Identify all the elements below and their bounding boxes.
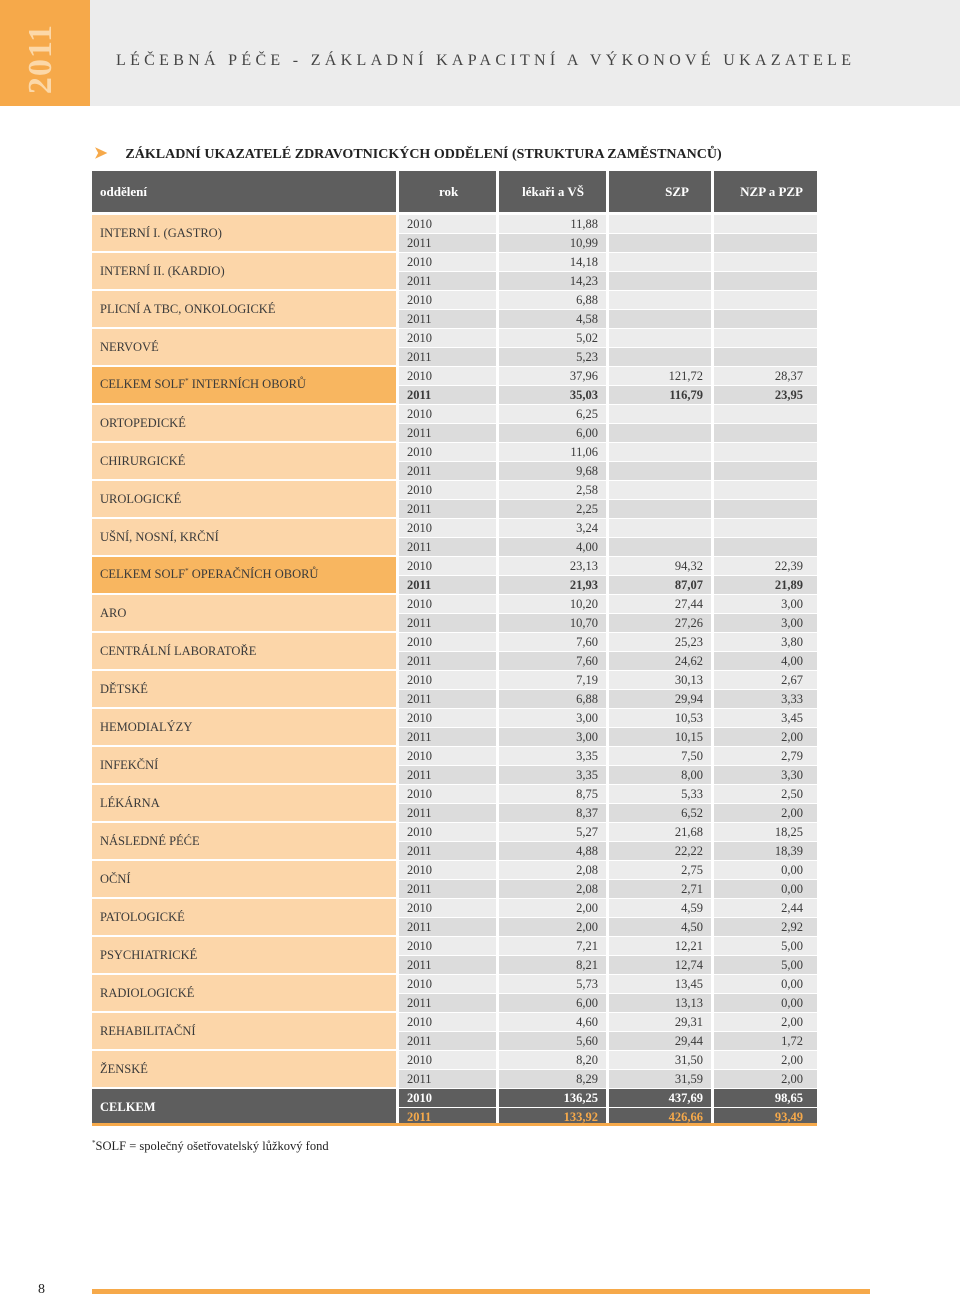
nzp-cell: 18,25 [714,823,817,842]
nzp-cell: 2,00 [714,1070,817,1089]
year-cell: 2010 [399,405,499,424]
doctors-cell: 4,60 [499,1013,609,1032]
doctors-cell: 2,08 [499,880,609,899]
department-name-text: PATOLOGICKÉ [100,909,185,924]
year-cell: 2010 [399,367,499,386]
department-name-text: OČNÍ [100,871,131,886]
column-header-doctors: lékaři a VŠ [499,171,609,215]
doctors-cell: 2,25 [499,500,609,519]
table-row [92,215,817,234]
doctors-cell: 2,00 [499,918,609,937]
footnote-marker: * [185,377,189,386]
year-cell: 2011 [399,310,499,329]
year-cell: 2011 [399,842,499,861]
szp-cell [609,500,714,519]
doctors-cell: 4,58 [499,310,609,329]
table-row [92,709,817,728]
department-name-text: UŠNÍ, NOSNÍ, KRČNÍ [100,529,219,544]
table-row [92,899,817,918]
doctors-cell: 5,02 [499,329,609,348]
szp-cell [609,348,714,367]
year-cell: 2011 [399,880,499,899]
szp-cell: 4,59 [609,899,714,918]
department-name [92,823,399,861]
nzp-cell [714,291,817,310]
table-row [92,671,817,690]
doctors-cell: 8,20 [499,1051,609,1070]
doctors-cell: 37,96 [499,367,609,386]
year-cell: 2011 [399,234,499,253]
szp-cell: 6,52 [609,804,714,823]
szp-cell: 31,59 [609,1070,714,1089]
year-cell: 2011 [399,728,499,747]
department-name [92,1013,399,1051]
szp-cell [609,538,714,557]
doctors-cell: 14,23 [499,272,609,291]
year-cell: 2011 [399,804,499,823]
department-name [92,367,399,405]
szp-cell: 437,69 [609,1089,714,1108]
doctors-cell: 8,21 [499,956,609,975]
chevron-right-icon: ➤ [94,145,108,162]
department-name-text: RADIOLOGICKÉ [100,985,195,1000]
table-row [92,253,817,272]
szp-cell [609,291,714,310]
nzp-cell: 22,39 [714,557,817,576]
szp-cell: 31,50 [609,1051,714,1070]
nzp-cell [714,462,817,481]
year-cell: 2010 [399,215,499,234]
year-cell: 2010 [399,861,499,880]
year-cell: 2011 [399,918,499,937]
year-cell: 2010 [399,443,499,462]
department-name-text: REHABILITAČNÍ [100,1023,196,1038]
year-cell: 2011 [399,994,499,1013]
doctors-cell: 10,99 [499,234,609,253]
szp-cell: 29,94 [609,690,714,709]
year-cell: 2011 [399,766,499,785]
nzp-cell [714,310,817,329]
year-cell: 2011 [399,386,499,405]
szp-cell [609,519,714,538]
department-name-text: ARO [100,605,127,620]
szp-cell: 12,21 [609,937,714,956]
nzp-cell [714,234,817,253]
year-cell: 2010 [399,823,499,842]
department-name-text: INTERNÍ II. (KARDIO) [100,263,225,278]
doctors-cell: 3,35 [499,747,609,766]
doctors-cell: 7,60 [499,652,609,671]
department-name [92,557,399,595]
table-row [92,443,817,462]
nzp-cell: 5,00 [714,956,817,975]
nzp-cell: 3,30 [714,766,817,785]
department-name-text: PLICNÍ A TBC, ONKOLOGICKÉ [100,301,276,316]
year-cell: 2010 [399,595,499,614]
szp-cell: 2,75 [609,861,714,880]
nzp-cell: 4,00 [714,652,817,671]
department-name [92,215,399,253]
year-cell: 2011 [399,690,499,709]
szp-cell: 12,74 [609,956,714,975]
column-header-szp: SZP [609,171,714,215]
szp-cell: 30,13 [609,671,714,690]
page-header-title: LÉČEBNÁ PÉČE - ZÁKLADNÍ KAPACITNÍ A VÝKONOVÉ UKAZATELE [116,52,856,69]
table-row [92,367,817,386]
table-row [92,291,817,310]
szp-cell: 22,22 [609,842,714,861]
doctors-cell: 8,75 [499,785,609,804]
staff-table [92,171,817,1127]
department-name-text: CHIRURGICKÉ [100,453,186,468]
table-row [92,861,817,880]
doctors-cell: 9,68 [499,462,609,481]
department-name-rest: INTERNÍCH OBORŮ [188,377,306,392]
nzp-cell [714,329,817,348]
szp-cell: 94,32 [609,557,714,576]
department-name [92,291,399,329]
doctors-cell: 3,00 [499,728,609,747]
szp-cell [609,462,714,481]
szp-cell [609,405,714,424]
department-name-text: CELKEM [100,1099,156,1114]
doctors-cell: 14,18 [499,253,609,272]
year-cell: 2011 [399,1108,499,1127]
szp-cell: 29,31 [609,1013,714,1032]
szp-cell: 116,79 [609,386,714,405]
department-name-text: CELKEM SOLF [100,567,186,582]
szp-cell: 24,62 [609,652,714,671]
szp-cell [609,481,714,500]
year-cell: 2010 [399,557,499,576]
doctors-cell: 8,29 [499,1070,609,1089]
szp-cell: 27,44 [609,595,714,614]
nzp-cell: 23,95 [714,386,817,405]
year-cell: 2010 [399,291,499,310]
department-name-text: PSYCHIATRICKÉ [100,947,198,962]
szp-cell: 21,68 [609,823,714,842]
doctors-cell: 23,13 [499,557,609,576]
doctors-cell: 3,35 [499,766,609,785]
doctors-cell: 35,03 [499,386,609,405]
nzp-cell: 0,00 [714,861,817,880]
year-cell: 2010 [399,1089,499,1108]
nzp-cell: 2,00 [714,804,817,823]
year-cell: 2011 [399,424,499,443]
table-row [92,1089,817,1108]
department-name [92,1051,399,1089]
doctors-cell: 10,70 [499,614,609,633]
szp-cell [609,253,714,272]
nzp-cell: 21,89 [714,576,817,595]
doctors-cell: 5,73 [499,975,609,994]
header-band [90,0,960,106]
department-name [92,747,399,785]
nzp-cell: 28,37 [714,367,817,386]
department-name [92,595,399,633]
szp-cell: 121,72 [609,367,714,386]
year-cell: 2011 [399,500,499,519]
department-name [92,519,399,557]
nzp-cell [714,405,817,424]
section-title-text: ZÁKLADNÍ UKAZATELÉ ZDRAVOTNICKÝCH ODDĚLENÍ (STRUKTURA ZAMĚSTNANCŮ) [125,147,722,162]
doctors-cell: 6,88 [499,690,609,709]
year-cell: 2010 [399,785,499,804]
department-name-text: HEMODIALÝZY [100,719,193,734]
szp-cell [609,424,714,443]
nzp-cell: 3,80 [714,633,817,652]
nzp-cell [714,253,817,272]
department-name [92,253,399,291]
department-name-text: UROLOGICKÉ [100,491,182,506]
table-row [92,557,817,576]
department-name [92,633,399,671]
nzp-cell: 0,00 [714,975,817,994]
table-row [92,747,817,766]
doctors-cell: 7,19 [499,671,609,690]
table-row [92,519,817,538]
szp-cell: 10,53 [609,709,714,728]
page-number: 8 [38,1282,45,1297]
department-name [92,975,399,1013]
nzp-cell [714,481,817,500]
department-name [92,329,399,367]
doctors-cell: 2,00 [499,899,609,918]
nzp-cell: 2,50 [714,785,817,804]
footnote-marker: * [92,1139,96,1147]
nzp-cell [714,500,817,519]
table-row [92,975,817,994]
szp-cell: 426,66 [609,1108,714,1127]
year-cell: 2011 [399,956,499,975]
doctors-cell: 4,00 [499,538,609,557]
nzp-cell: 3,45 [714,709,817,728]
nzp-cell: 98,65 [714,1089,817,1108]
department-name [92,899,399,937]
year-cell: 2011 [399,1070,499,1089]
table-row [92,1051,817,1070]
year-cell: 2010 [399,1051,499,1070]
year-cell: 2010 [399,633,499,652]
doctors-cell: 11,88 [499,215,609,234]
department-name-text: ŽENSKÉ [100,1061,148,1076]
doctors-cell: 136,25 [499,1089,609,1108]
year-cell: 2011 [399,576,499,595]
year-cell: 2011 [399,614,499,633]
year-cell: 2011 [399,272,499,291]
year-cell: 2010 [399,747,499,766]
nzp-cell: 2,44 [714,899,817,918]
doctors-cell: 5,60 [499,1032,609,1051]
nzp-cell: 0,00 [714,880,817,899]
table-row [92,937,817,956]
table-row [92,785,817,804]
year-label: 2011 [22,23,59,95]
nzp-cell: 18,39 [714,842,817,861]
doctors-cell: 6,88 [499,291,609,310]
doctors-cell: 7,60 [499,633,609,652]
year-cell: 2010 [399,519,499,538]
nzp-cell [714,424,817,443]
department-name [92,443,399,481]
column-header-year: rok [399,171,499,215]
nzp-cell: 5,00 [714,937,817,956]
table-row [92,405,817,424]
table-row [92,1013,817,1032]
department-name-text: INTERNÍ I. (GASTRO) [100,225,222,240]
doctors-cell: 5,27 [499,823,609,842]
table-row [92,633,817,652]
footnote-marker: * [185,567,189,576]
nzp-cell [714,519,817,538]
nzp-cell: 3,33 [714,690,817,709]
department-name [92,481,399,519]
szp-cell: 4,50 [609,918,714,937]
nzp-cell: 3,00 [714,595,817,614]
nzp-cell: 3,00 [714,614,817,633]
doctors-cell: 2,58 [499,481,609,500]
nzp-cell [714,443,817,462]
nzp-cell [714,272,817,291]
year-cell: 2011 [399,462,499,481]
szp-cell: 27,26 [609,614,714,633]
doctors-cell: 8,37 [499,804,609,823]
nzp-cell: 2,67 [714,671,817,690]
doctors-cell: 6,00 [499,994,609,1013]
column-header-department: oddělení [92,171,399,215]
doctors-cell: 3,24 [499,519,609,538]
year-cell: 2011 [399,652,499,671]
doctors-cell: 2,08 [499,861,609,880]
year-cell: 2011 [399,1032,499,1051]
year-cell: 2011 [399,538,499,557]
nzp-cell: 2,92 [714,918,817,937]
nzp-cell: 2,00 [714,1013,817,1032]
nzp-cell: 1,72 [714,1032,817,1051]
year-cell: 2010 [399,253,499,272]
footer-bar [92,1289,870,1294]
department-name [92,1089,399,1127]
doctors-cell: 5,23 [499,348,609,367]
szp-cell: 8,00 [609,766,714,785]
szp-cell: 25,23 [609,633,714,652]
department-name-text: NÁSLEDNÉ PÉĆE [100,833,200,848]
doctors-cell: 21,93 [499,576,609,595]
szp-cell [609,329,714,348]
year-cell: 2010 [399,671,499,690]
department-name-rest: OPERAČNÍCH OBORŮ [188,567,319,582]
nzp-cell: 2,79 [714,747,817,766]
department-name-text: INFEKČNÍ [100,757,159,772]
department-name [92,861,399,899]
doctors-cell: 7,21 [499,937,609,956]
year-cell: 2010 [399,975,499,994]
nzp-cell: 2,00 [714,728,817,747]
department-name-text: ORTOPEDICKÉ [100,415,186,430]
year-tab [0,0,90,106]
szp-cell: 13,45 [609,975,714,994]
year-cell: 2011 [399,348,499,367]
section-title [94,143,722,163]
year-cell: 2010 [399,481,499,500]
year-cell: 2010 [399,329,499,348]
doctors-cell: 4,88 [499,842,609,861]
szp-cell: 13,13 [609,994,714,1013]
doctors-cell: 10,20 [499,595,609,614]
szp-cell [609,310,714,329]
nzp-cell: 2,00 [714,1051,817,1070]
szp-cell: 7,50 [609,747,714,766]
department-name [92,709,399,747]
szp-cell: 5,33 [609,785,714,804]
szp-cell: 29,44 [609,1032,714,1051]
doctors-cell: 6,25 [499,405,609,424]
nzp-cell: 93,49 [714,1108,817,1127]
doctors-cell: 11,06 [499,443,609,462]
table-row [92,595,817,614]
szp-cell [609,272,714,291]
table-row [92,329,817,348]
year-cell: 2010 [399,937,499,956]
department-name-text: DĚTSKÉ [100,681,148,696]
department-name-text: LÉKÁRNA [100,795,160,810]
table-row [92,481,817,500]
szp-cell [609,234,714,253]
column-header-nzp: NZP a PZP [714,171,817,215]
nzp-cell [714,215,817,234]
doctors-cell: 3,00 [499,709,609,728]
department-name-text: NERVOVÉ [100,339,159,354]
department-name [92,405,399,443]
szp-cell [609,443,714,462]
table-row [92,823,817,842]
doctors-cell: 6,00 [499,424,609,443]
footnote [92,1139,329,1154]
year-cell: 2010 [399,899,499,918]
doctors-cell: 133,92 [499,1108,609,1127]
department-name-text: CELKEM SOLF [100,377,186,392]
department-name [92,785,399,823]
table-header-row [92,171,817,215]
szp-cell: 10,15 [609,728,714,747]
table-body [92,215,817,1127]
szp-cell [609,215,714,234]
footnote-text: SOLF = společný ošetřovatelský lůžkový fond [95,1139,329,1154]
year-cell: 2010 [399,1013,499,1032]
nzp-cell [714,538,817,557]
table-bottom-rule [92,1123,817,1126]
nzp-cell: 0,00 [714,994,817,1013]
szp-cell: 2,71 [609,880,714,899]
department-name-text: CENTRÁLNÍ LABORATOŘE [100,643,257,658]
department-name [92,671,399,709]
szp-cell: 87,07 [609,576,714,595]
department-name [92,937,399,975]
nzp-cell [714,348,817,367]
year-cell: 2010 [399,709,499,728]
